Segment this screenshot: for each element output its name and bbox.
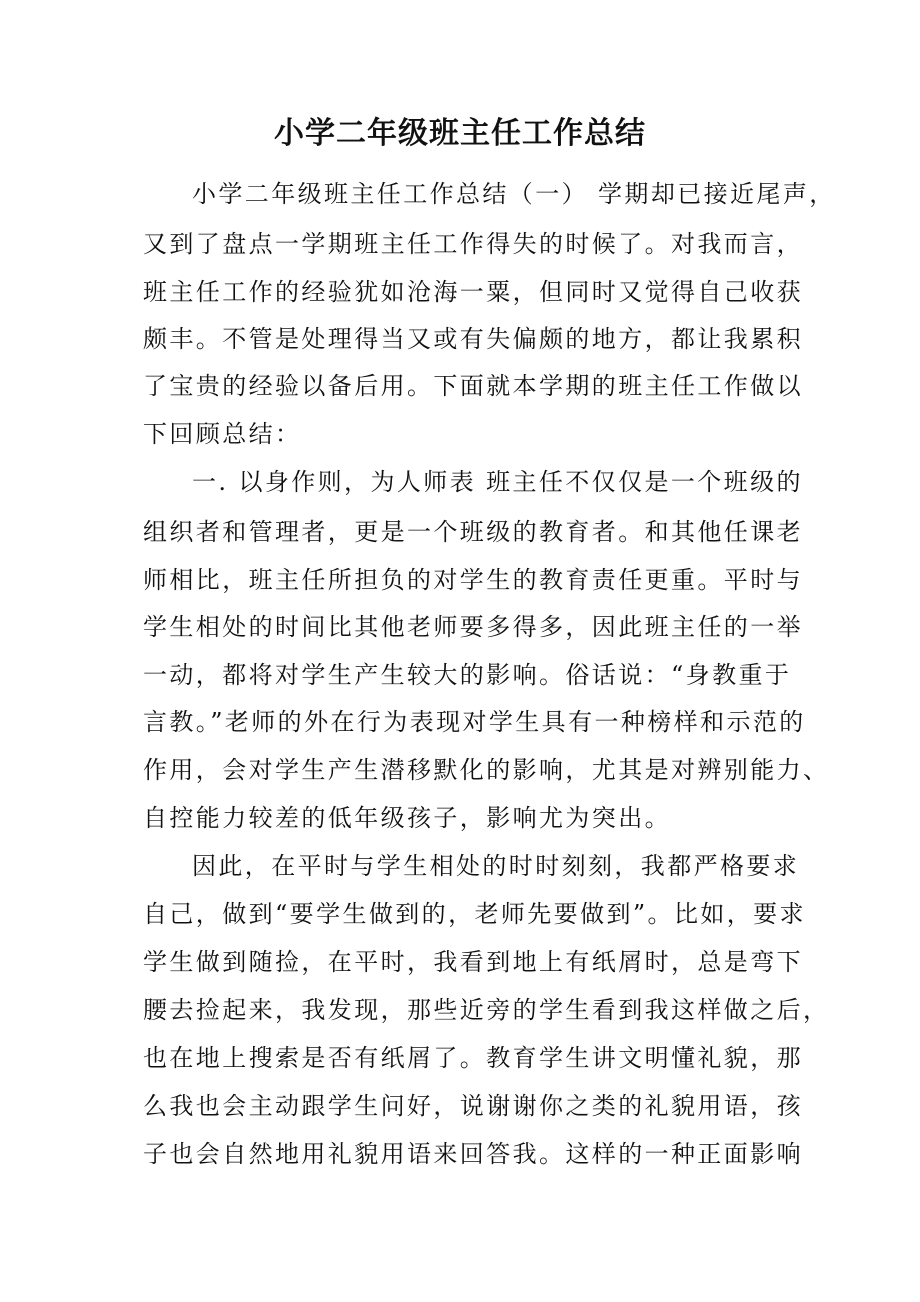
paragraph-line: 作用，会对学生产生潜移默化的影响，尤其是对辨别能力、 <box>143 756 830 784</box>
paragraph-line: 又到了盘点一学期班主任工作得失的时候了。对我而言， <box>143 230 803 258</box>
paragraph-line: 组织者和管理者，更是一个班级的教育者。和其他任课老 <box>143 518 803 546</box>
paragraph-line: 也在地上搜索是否有纸屑了。教育学生讲文明懂礼貌，那 <box>143 1044 803 1072</box>
paragraph-line: 颇丰。不管是处理得当又或有失偏颇的地方，都让我累积 <box>143 325 803 353</box>
paragraph-line: 一. 以身作则，为人师表 班主任不仅仅是一个班级的 <box>192 468 803 496</box>
paragraph-line: 一动，都将对学生产生较大的影响。俗话说：“身教重于 <box>143 661 792 689</box>
paragraph-line: 言教。”老师的外在行为表现对学生具有一种榜样和示范的 <box>143 708 806 736</box>
paragraph-line: 下回顾总结： <box>143 420 302 448</box>
document-title: 小学二年级班主任工作总结 <box>274 116 646 151</box>
paragraph-line: 腰去捡起来，我发现，那些近旁的学生看到我这样做之后， <box>143 996 830 1024</box>
paragraph-line: 子也会自然地用礼貌用语来回答我。这样的一种正面影响 <box>143 1140 803 1168</box>
paragraph-line: 小学二年级班主任工作总结（一） 学期却已接近尾声， <box>192 180 836 208</box>
paragraph-line: 师相比，班主任所担负的对学生的教育责任更重。平时与 <box>143 566 803 594</box>
paragraph-line: 了宝贵的经验以备后用。下面就本学期的班主任工作做以 <box>143 372 803 400</box>
paragraph-line: 么我也会主动跟学生问好，说谢谢你之类的礼貌用语，孩 <box>143 1092 803 1120</box>
paragraph-line: 自控能力较差的低年级孩子，影响尤为突出。 <box>143 804 671 832</box>
paragraph-line: 学生做到随捡，在平时，我看到地上有纸屑时，总是弯下 <box>143 948 803 976</box>
paragraph-line: 自己，做到“要学生做到的，老师先要做到”。比如，要求 <box>143 900 806 928</box>
paragraph-line: 因此，在平时与学生相处的时时刻刻，我都严格要求 <box>192 852 800 880</box>
paragraph-line: 学生相处的时间比其他老师要多得多，因此班主任的一举 <box>143 613 803 641</box>
paragraph-line: 班主任工作的经验犹如沧海一粟，但同时又觉得自己收获 <box>143 278 803 306</box>
